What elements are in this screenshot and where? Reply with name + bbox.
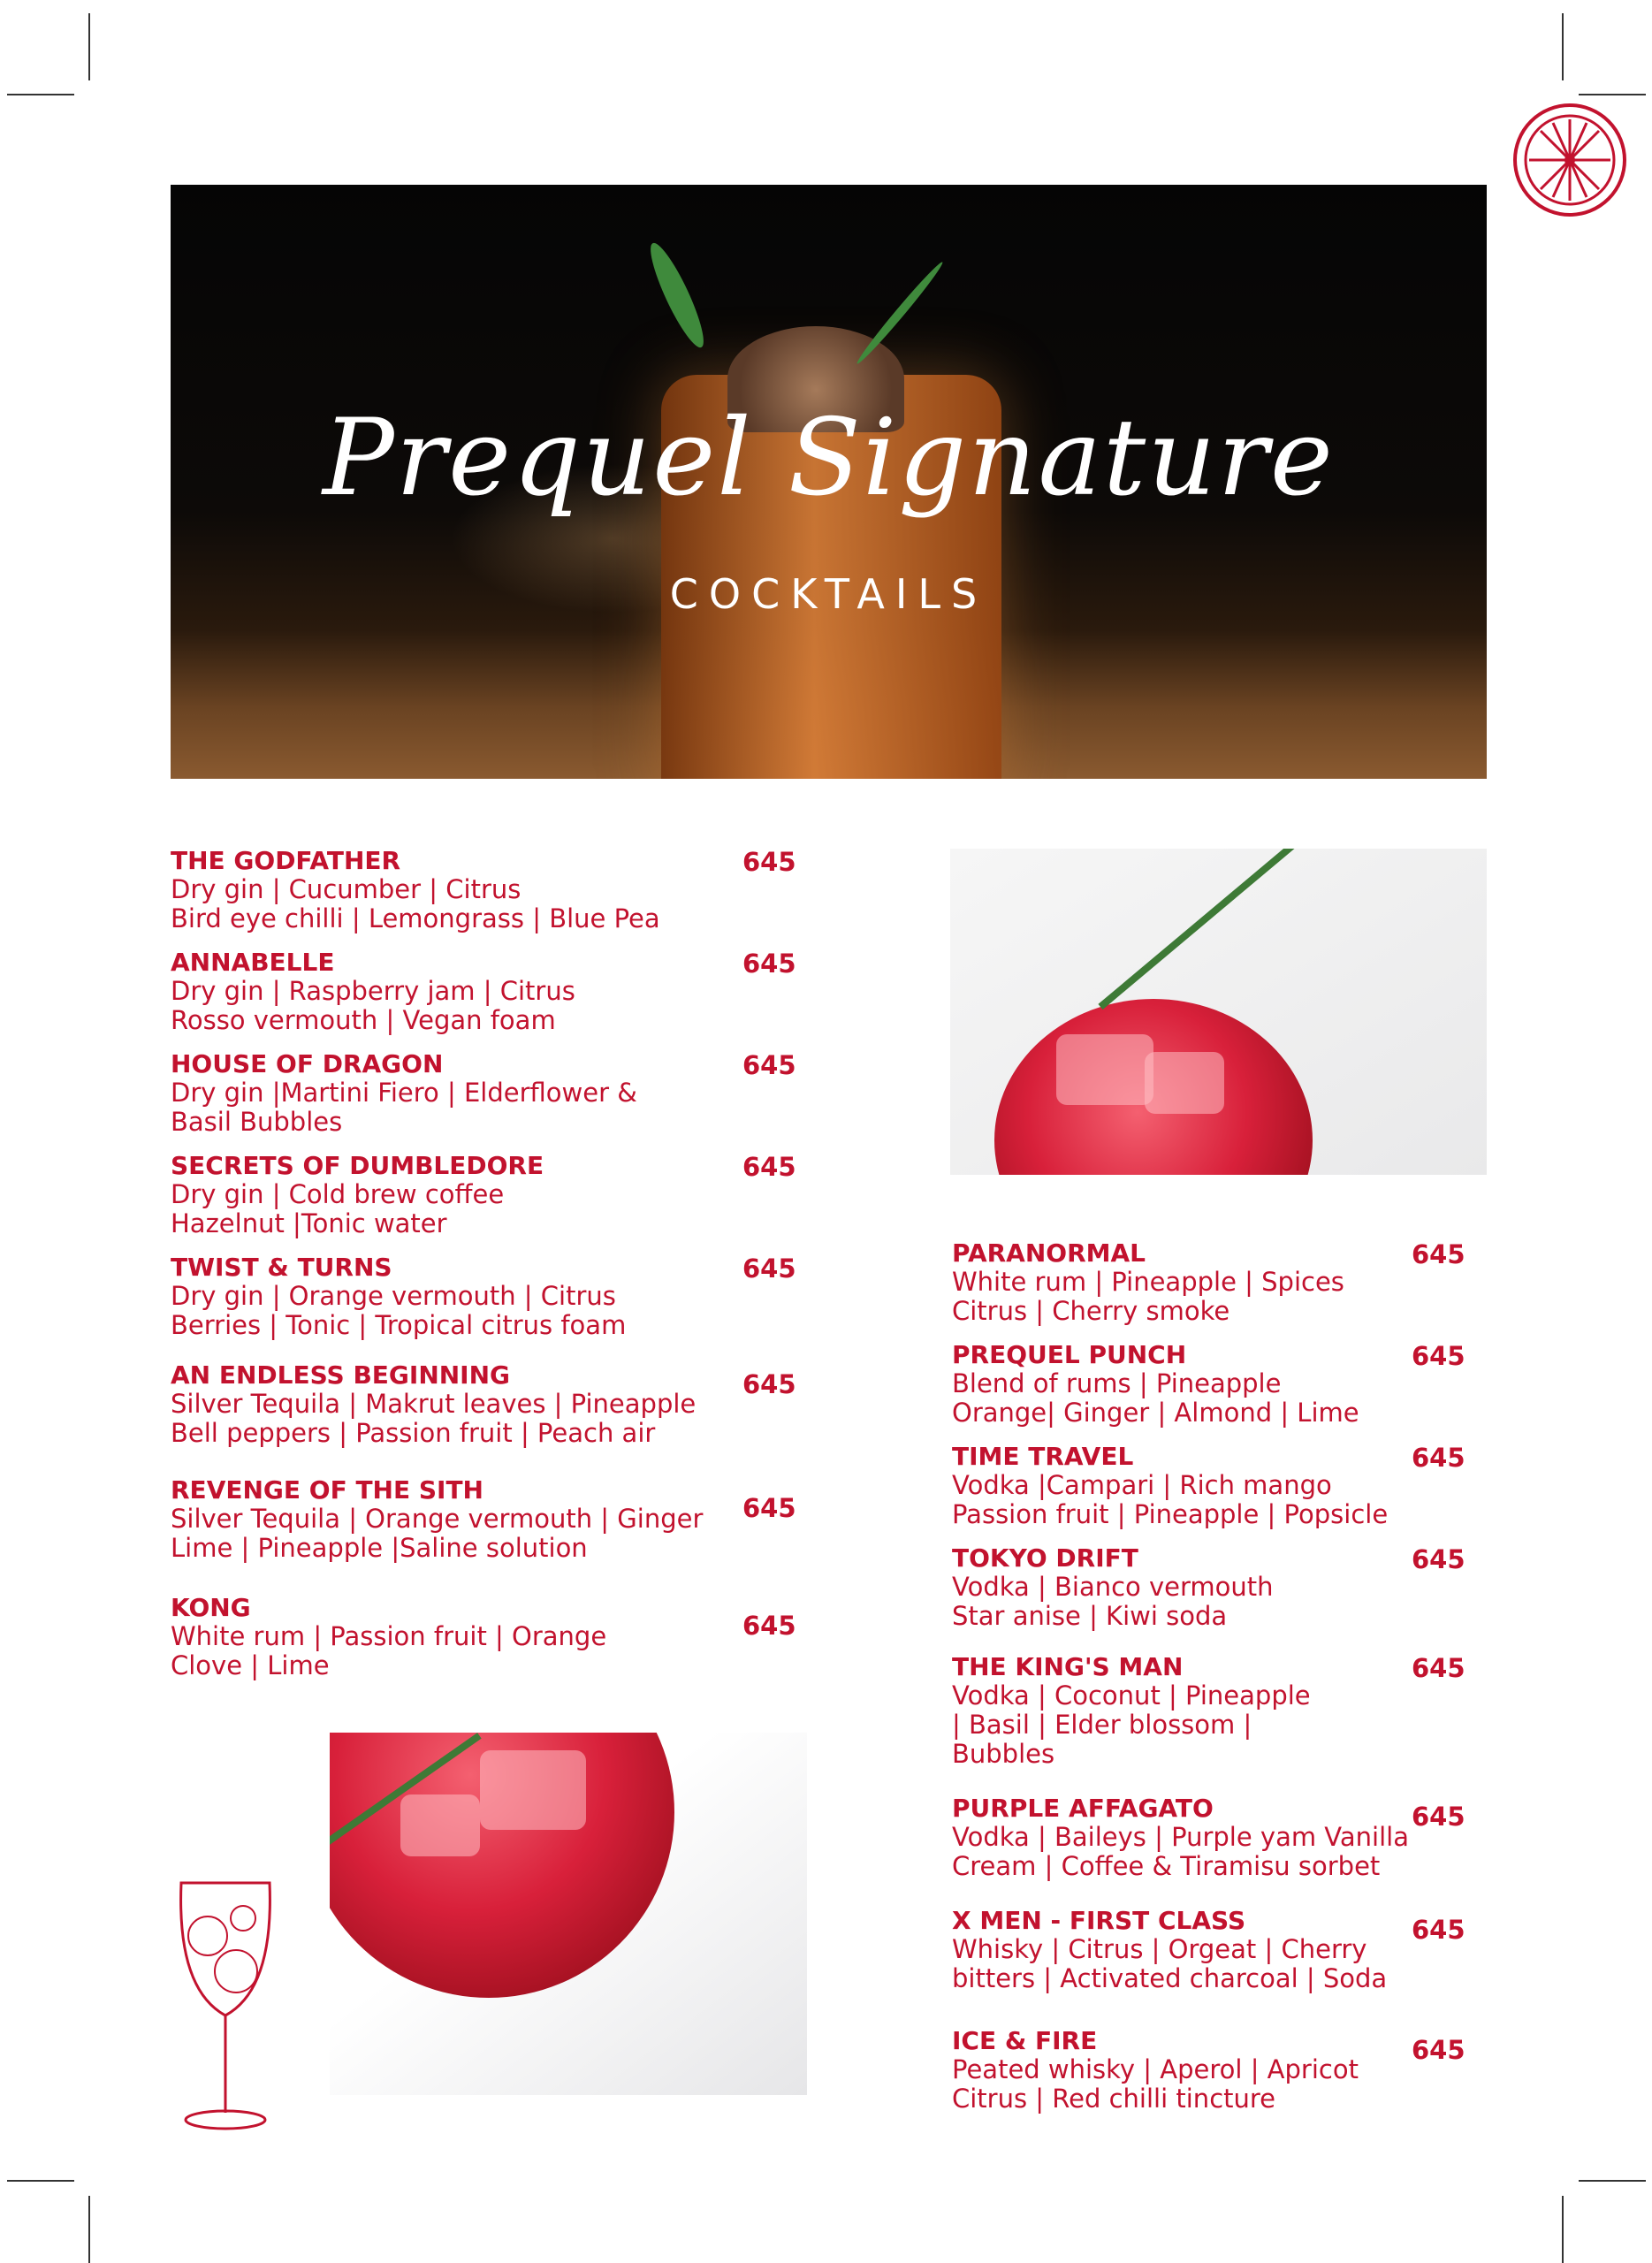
menu-item bbox=[952, 1653, 1311, 1769]
item-ingredients: White rum | Pineapple | Spices bbox=[952, 1267, 1344, 1297]
item-ingredients: Bird eye chilli | Lemongrass | Blue Pea bbox=[171, 903, 660, 933]
item-ingredients: Dry gin | Orange vermouth | Citrus bbox=[171, 1281, 616, 1311]
item-ingredients: | Basil | Elder blossom | bbox=[952, 1710, 1252, 1740]
item-price: 645 bbox=[1412, 1915, 1465, 1945]
item-name: TOKYO DRIFT bbox=[952, 1543, 1138, 1573]
item-ingredients: White rum | Passion fruit | Orange bbox=[171, 1621, 607, 1651]
ice-image bbox=[400, 1794, 480, 1856]
item-ingredients: Basil Bubbles bbox=[171, 1107, 343, 1137]
item-ingredients: Dry gin |Martini Fiero | Elderflower & bbox=[171, 1078, 637, 1108]
crop-mark bbox=[1562, 2196, 1564, 2263]
item-name: X MEN - FIRST CLASS bbox=[952, 1906, 1246, 1935]
item-ingredients: Silver Tequila | Orange vermouth | Ginger bbox=[171, 1504, 704, 1534]
item-name: PURPLE AFFAGATO bbox=[952, 1794, 1214, 1823]
item-ingredients: Rosso vermouth | Vegan foam bbox=[171, 1005, 556, 1035]
menu-title: Prequel Signature bbox=[323, 397, 1335, 520]
item-ingredients: Dry gin | Cold brew coffee bbox=[171, 1179, 505, 1209]
item-ingredients: Berries | Tonic | Tropical citrus foam bbox=[171, 1310, 627, 1340]
menu-item bbox=[171, 1050, 637, 1137]
menu-subtitle: COCKTAILS bbox=[669, 570, 988, 618]
item-ingredients: Blend of rums | Pineapple bbox=[952, 1368, 1282, 1398]
item-price: 645 bbox=[742, 1253, 796, 1284]
ice-image bbox=[1056, 1034, 1153, 1105]
cocktail-photo-top bbox=[950, 849, 1487, 1175]
item-name: PARANORMAL bbox=[952, 1238, 1146, 1268]
menu-item bbox=[952, 1794, 1409, 1881]
item-price: 645 bbox=[742, 1152, 796, 1182]
crop-mark bbox=[1579, 94, 1646, 95]
item-ingredients: Silver Tequila | Makrut leaves | Pineapple bbox=[171, 1389, 697, 1419]
crop-mark bbox=[88, 2196, 90, 2263]
item-price: 645 bbox=[1412, 1544, 1465, 1574]
menu-item bbox=[952, 1443, 1388, 1529]
item-ingredients: Star anise | Kiwi soda bbox=[952, 1601, 1228, 1631]
item-price: 645 bbox=[742, 949, 796, 979]
item-ingredients: Bell peppers | Passion fruit | Peach air bbox=[171, 1418, 656, 1448]
item-name: THE GODFATHER bbox=[171, 846, 401, 875]
menu-item bbox=[171, 1476, 703, 1563]
item-ingredients: Vodka | Baileys | Purple yam Vanilla bbox=[952, 1822, 1409, 1852]
wine-glass-illustration-icon bbox=[172, 1874, 278, 2135]
item-price: 645 bbox=[1412, 2035, 1465, 2065]
item-ingredients: Hazelnut |Tonic water bbox=[171, 1208, 447, 1238]
item-ingredients: Peated whisky | Aperol | Apricot bbox=[952, 2054, 1359, 2084]
item-name: TWIST & TURNS bbox=[171, 1253, 392, 1282]
menu-item bbox=[952, 1907, 1387, 1993]
ice-image bbox=[480, 1750, 586, 1830]
menu-item bbox=[952, 1239, 1344, 1326]
item-name: ANNABELLE bbox=[171, 948, 335, 977]
menu-item bbox=[171, 847, 660, 933]
menu-item bbox=[952, 2027, 1359, 2114]
hero-banner bbox=[171, 185, 1487, 779]
cocktail-photo-bottom bbox=[330, 1733, 807, 2095]
item-name: PREQUEL PUNCH bbox=[952, 1340, 1187, 1369]
menu-item bbox=[171, 1253, 626, 1340]
item-name: AN ENDLESS BEGINNING bbox=[171, 1360, 511, 1390]
item-ingredients: Dry gin | Cucumber | Citrus bbox=[171, 874, 521, 904]
leaf-image bbox=[854, 259, 946, 366]
item-ingredients: Whisky | Citrus | Orgeat | Cherry bbox=[952, 1934, 1367, 1964]
crop-mark bbox=[88, 13, 90, 80]
crop-mark bbox=[7, 2180, 74, 2182]
item-price: 645 bbox=[1412, 1653, 1465, 1683]
item-price: 645 bbox=[1412, 1802, 1465, 1832]
item-ingredients: Bubbles bbox=[952, 1739, 1055, 1769]
item-price: 645 bbox=[1412, 1239, 1465, 1269]
item-name: THE KING'S MAN bbox=[952, 1652, 1184, 1681]
menu-item bbox=[171, 949, 575, 1035]
menu-item bbox=[952, 1544, 1274, 1631]
item-price: 645 bbox=[1412, 1341, 1465, 1371]
menu-item bbox=[952, 1341, 1359, 1428]
item-name: ICE & FIRE bbox=[952, 2026, 1098, 2055]
item-ingredients: Clove | Lime bbox=[171, 1650, 330, 1680]
item-price: 645 bbox=[1412, 1443, 1465, 1473]
item-ingredients: Vodka | Coconut | Pineapple bbox=[952, 1680, 1311, 1711]
item-price: 645 bbox=[742, 1369, 796, 1399]
menu-item bbox=[171, 1152, 544, 1238]
item-ingredients: Vodka | Bianco vermouth bbox=[952, 1572, 1274, 1602]
item-price: 645 bbox=[742, 1050, 796, 1080]
item-name: KONG bbox=[171, 1593, 251, 1622]
ice-image bbox=[1145, 1052, 1224, 1114]
leaf-image bbox=[643, 239, 712, 353]
item-ingredients: bitters | Activated charcoal | Soda bbox=[952, 1963, 1388, 1993]
menu-item bbox=[171, 1361, 696, 1448]
item-name: TIME TRAVEL bbox=[952, 1442, 1134, 1471]
item-ingredients: Cream | Coffee & Tiramisu sorbet bbox=[952, 1851, 1381, 1881]
item-ingredients: Dry gin | Raspberry jam | Citrus bbox=[171, 976, 575, 1006]
item-ingredients: Lime | Pineapple |Saline solution bbox=[171, 1533, 588, 1563]
item-name: HOUSE OF DRAGON bbox=[171, 1049, 444, 1078]
crop-mark bbox=[1562, 13, 1564, 80]
citrus-slice-stamp-icon bbox=[1511, 102, 1628, 218]
item-ingredients: Citrus | Red chilli tincture bbox=[952, 2084, 1276, 2114]
rosemary-image bbox=[1098, 849, 1306, 1010]
item-name: REVENGE OF THE SITH bbox=[171, 1475, 483, 1505]
item-ingredients: Passion fruit | Pineapple | Popsicle bbox=[952, 1499, 1389, 1529]
item-name: SECRETS OF DUMBLEDORE bbox=[171, 1151, 544, 1180]
crop-mark bbox=[1579, 2180, 1646, 2182]
item-ingredients: Orange| Ginger | Almond | Lime bbox=[952, 1398, 1359, 1428]
menu-item bbox=[171, 1594, 606, 1680]
item-ingredients: Citrus | Cherry smoke bbox=[952, 1296, 1230, 1326]
item-price: 645 bbox=[742, 847, 796, 877]
item-ingredients: Vodka |Campari | Rich mango bbox=[952, 1470, 1332, 1500]
crop-mark bbox=[7, 94, 74, 95]
item-price: 645 bbox=[742, 1611, 796, 1641]
item-price: 645 bbox=[742, 1493, 796, 1523]
